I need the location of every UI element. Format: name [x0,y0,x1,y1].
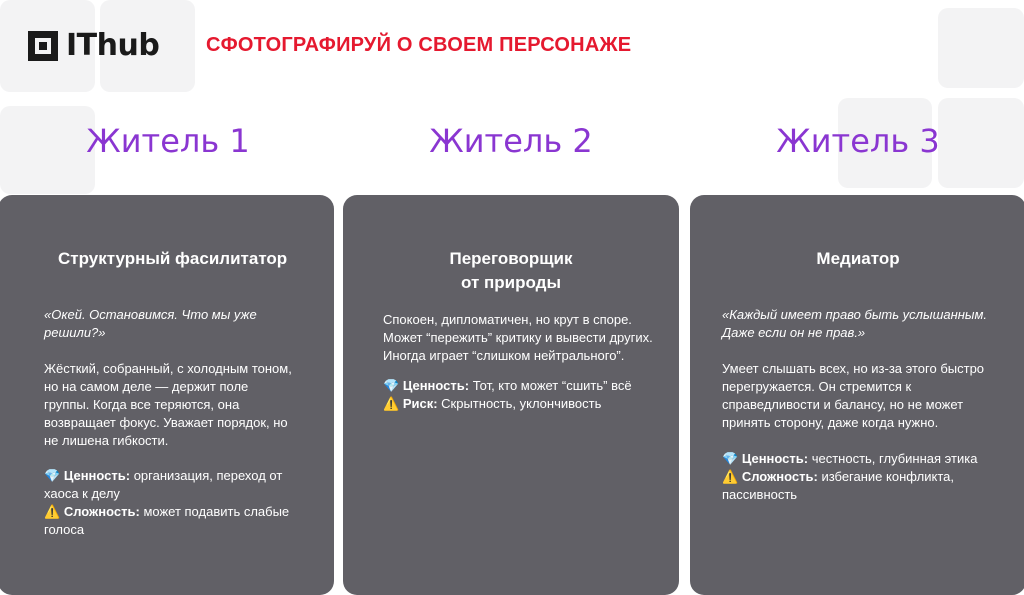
value-text-cont: хаоса к делу [44,486,120,501]
card-title: Структурный фасилитатор [58,249,288,268]
quote-line: «Каждый имеет право быть услышанным. [722,307,987,322]
risk-label: Сложность: [741,469,818,484]
quote-line: «Окей. Остановимся. Что мы уже [44,307,257,322]
decor-square [938,8,1024,88]
desc-line: справедливости и балансу, но не может [722,397,964,412]
ithub-logo-icon [28,31,58,61]
gem-icon: 💎 [722,451,739,466]
gem-icon: 💎 [383,378,400,393]
risk-line [44,503,289,521]
warning-icon: ⚠️ [383,396,400,411]
desc-line: не лишена гибкости. [44,433,169,448]
desc-line: Иногда играет “слишком нейтрального”. [383,348,625,363]
desc-line: возвращает фокус. Уважает порядок, но [44,415,288,430]
card-quote [722,306,987,342]
desc-line: перегружается. Он стремится к [722,379,912,394]
resident-3-heading: Житель 3 [776,122,940,160]
value-label: Ценность: [741,451,809,466]
value-line [44,467,289,485]
desc-line: принять сторону, даже когда нужно. [722,415,939,430]
card-title [343,247,679,295]
value-text: честность, глубинная этика [808,451,978,466]
value-text: организация, переход от [130,468,283,483]
desc-line: Умеет слышать всех, но из-за этого быстро [722,361,985,376]
desc-line: Спокоен, дипломатичен, но крут в споре. [383,312,632,327]
quote-line: решили?» [44,325,106,340]
persona-card-3 [690,195,1024,595]
desc-line: группы. Когда все теряются, она [44,397,240,412]
card-meta [44,467,289,539]
persona-card-2 [343,195,679,595]
card-description [383,311,653,365]
risk-line [722,468,977,486]
logo-text: IThub [66,28,160,63]
risk-text: Скрытность, уклончивость [437,396,602,411]
resident-1-heading: Житель 1 [86,122,250,160]
resident-2-heading: Житель 2 [429,122,593,160]
card-meta [383,377,632,413]
ithub-logo [28,28,159,63]
desc-line: Может “пережить” критику и вывести других. [383,330,653,345]
value-line [383,377,632,395]
risk-text-cont: голоса [44,522,85,537]
gem-icon: 💎 [44,468,61,483]
risk-label: Риск: [402,396,438,411]
risk-line [383,395,632,413]
risk-text: может подавить слабые [139,504,290,519]
value-text: Тот, кто может “сшить” всё [469,378,632,393]
risk-text-cont: пассивность [722,487,798,502]
card-description [44,360,292,450]
card-description [722,360,984,432]
value-label: Ценность: [63,468,131,483]
risk-text: избегание конфликта, [817,469,954,484]
page-title: СФОТОГРАФИРУЙ О СВОЕМ ПЕРСОНАЖЕ [206,34,632,56]
desc-line: Жёсткий, собранный, с холодным тоном, [44,361,292,376]
desc-line: но на самом деле — держит поле [44,379,249,394]
value-line [722,450,977,468]
title-line: от природы [461,273,561,292]
persona-card-1 [0,195,334,595]
quote-line: Даже если он не прав.» [722,325,866,340]
card-quote [44,306,257,342]
card-title: Медиатор [816,249,900,268]
title-line: Переговорщик [449,249,573,268]
warning-icon: ⚠️ [44,504,61,519]
card-meta [722,450,977,504]
risk-label: Сложность: [63,504,140,519]
value-label: Ценность: [402,378,470,393]
warning-icon: ⚠️ [722,469,739,484]
